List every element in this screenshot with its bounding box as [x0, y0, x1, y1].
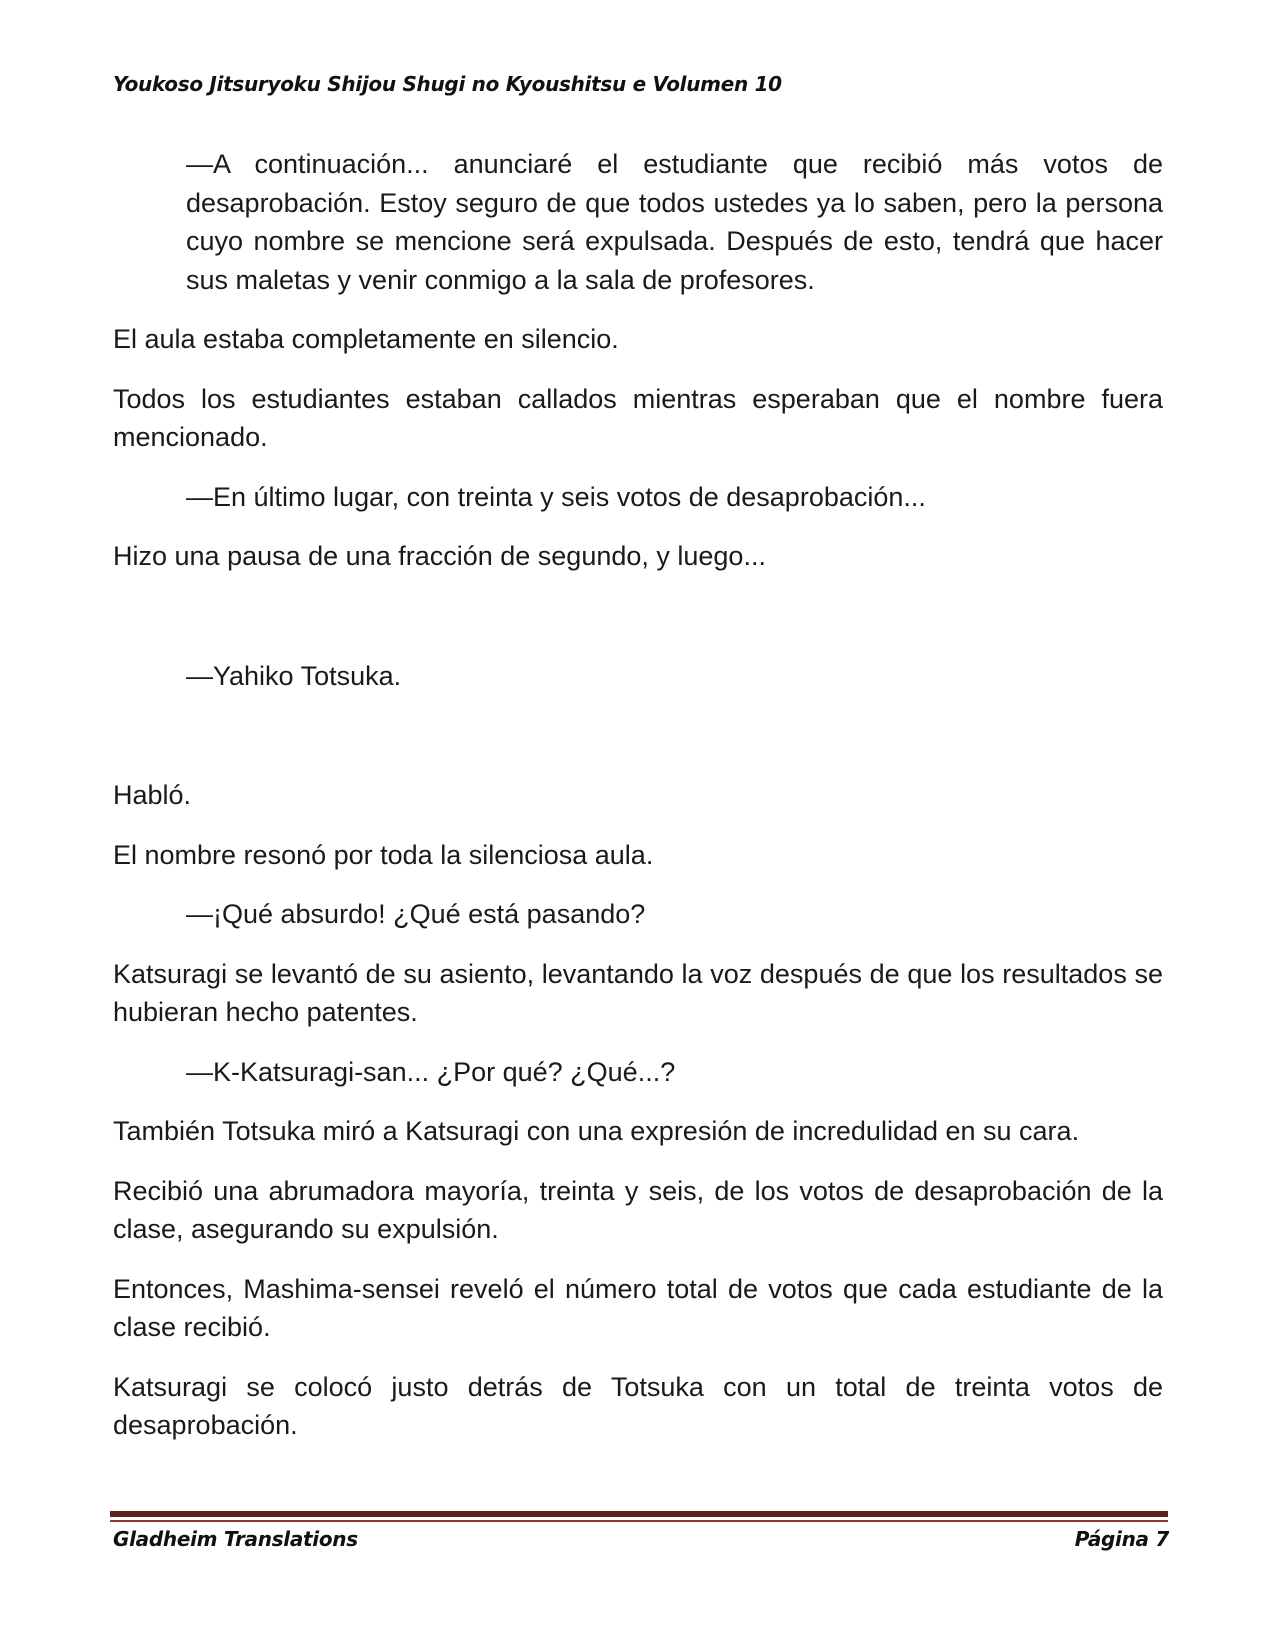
- narration-paragraph: El nombre resonó por toda la silenciosa aula.: [113, 839, 654, 870]
- narration-paragraph: Habló.: [113, 780, 192, 810]
- dialog-paragraph: —¡Qué absurdo! ¿Qué está pasando?: [186, 899, 646, 929]
- footer-divider-thin: [110, 1520, 1168, 1522]
- narration-paragraph: Entonces, Mashima-sensei reveló el número total de votos que cada estudiante de la clase recibió.: [113, 1273, 1163, 1342]
- narration-paragraph: El aula estaba completamente en silencio.: [113, 324, 619, 354]
- paragraph-gap: [113, 716, 1163, 776]
- narration-paragraph: También Totsuka miró a Katsuragi con una expresión de incredulidad en su cara.: [113, 1116, 1080, 1146]
- dialog-paragraph: —Yahiko Totsuka.: [186, 660, 402, 691]
- narration-paragraph: Recibió una abrumadora mayoría, treinta y seis, de los votos de desaprobación de la clase, asegurando su expulsión.: [113, 1175, 1163, 1244]
- footer-divider: [110, 1511, 1168, 1517]
- paragraph-gap: [113, 597, 1163, 657]
- dialog-paragraph: —En último lugar, con treinta y seis votos de desaprobación...: [186, 481, 926, 512]
- narration-paragraph: Katsuragi se colocó justo detrás de Totsuka con un total de treinta votos de desaprobación.: [113, 1371, 1163, 1440]
- dialog-paragraph: —K-Katsuragi-san... ¿Por qué? ¿Qué...?: [186, 1056, 676, 1087]
- footer-page-number: Página 7: [1074, 1527, 1169, 1551]
- narration-paragraph: Hizo una pausa de una fracción de segundo, y luego...: [113, 541, 766, 571]
- narration-paragraph: Katsuragi se levantó de su asiento, levantando la voz después de que los resultados se hubieran hecho patentes.: [113, 958, 1163, 1027]
- footer-translator-name: Gladheim Translations: [113, 1527, 358, 1551]
- document-header-title: Youkoso Jitsuryoku Shijou Shugi no Kyoushitsu e Volumen 10: [113, 72, 782, 96]
- document-body: [113, 145, 1163, 1466]
- narration-paragraph: Todos los estudiantes estaban callados mientras esperaban que el nombre fuera mencionado.: [113, 383, 1163, 452]
- dialog-paragraph: —A continuación... anunciaré el estudiante que recibió más votos de desaprobación. Estoy seguro de que todos ustedes ya lo saben, pero la persona cuyo nombre se mencione será expulsada. Después de esto, tendrá que hacer sus maletas y venir conmigo a la sala de profesores.: [186, 149, 1163, 295]
